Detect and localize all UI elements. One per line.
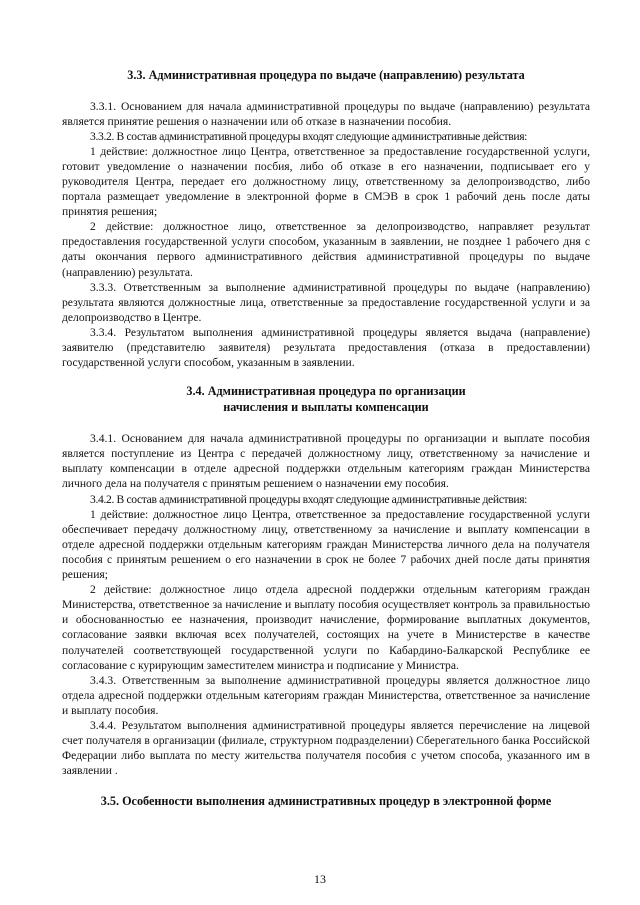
document-page: [62, 68, 590, 810]
section-3-3-action-1-paragraph: 1 действие: должностное лицо Центра, ответственное за предоставление государственной услуги, готовит уведомление о назначении посбия, либо об отказе в его назначении, подписывает его у руководителя Центра, передает его должностному лицу, ответственному за делопроизводство, либо портала размещает уведомление в электронной форме в СМЭВ в срок 1 рабочий день после даты принятия решения;: [62, 144, 590, 219]
section-3-3-action-2-paragraph: 2 действие: должностное лицо, ответственное за делопроизводство, направляет результат предоставления государственной услуги способом, указанным в заявлении, не позднее 1 рабочего дня с даты окончания первого административного действия административной процедуры по выдаче (направлению) результата.: [62, 220, 590, 279]
section-3-3-3-paragraph: 3.3.3. Ответственным за выполнение административной процедуры по выдаче (направлению) результата являются должностные лица, ответственные за предоставление государственной услуги и за делопроизводство в Центре.: [62, 280, 590, 324]
section-3-4-4-paragraph: 3.4.4. Результатом выполнения административной процедуры является перечисление на лицевой счет получателя в организации (филиале, структурном подразделении) Сберегательного банка Российской Федерации либо выплата по месту жительства получателя пособия с учетом способа, указанного им в заявлении .: [62, 718, 590, 778]
section-3-3-2-paragraph: 3.3.2. В состав административной процедуры входят следующие административные действия:: [90, 129, 528, 143]
section-3-4-heading: [62, 384, 590, 415]
section-3-3-4-paragraph: 3.3.4. Результатом выполнения административной процедуры является выдача (направление) заявителю (представителю заявителя) результата предоставления (отказа в предоставлении) государственной услуги способом, указанным в заявлении.: [62, 325, 590, 370]
section-3-3-heading: 3.3. Административная процедура по выдаче (направлению) результата: [127, 68, 525, 82]
section-3-4-3-paragraph: 3.4.3. Ответственным за выполнение административной процедуры является должностное лицо отдела адресной поддержки отдельным категориям граждан Министерства, ответственное за начисление и выплату пособия.: [62, 673, 590, 717]
section-3-4-2-paragraph: 3.4.2. В состав административной процедуры входят следующие административные действия:: [90, 492, 528, 506]
section-3-4-heading-line2: начисления и выплаты компенсации: [223, 399, 429, 414]
section-3-4-action-1-paragraph: 1 действие: должностное лицо Центра, ответственное за предоставление государственной услуги обеспечивает передачу должностному лицу, ответственному за начисление и выплату компенсации в отделе адресной поддержки отдельным категориям граждан Министерства личного дела на получателя пособия с принятым решением о его назначении в срок не более 7 рабочих дней после даты принятия решения;: [62, 507, 590, 582]
page-number: 13: [314, 872, 326, 886]
section-3-5-heading: 3.5. Особенности выполнения административных процедур в электронной форме: [100, 794, 552, 809]
section-3-4-action-2-paragraph: 2 действие: должностное лицо отдела адресной поддержки отдельным категориям граждан Министерства, ответственное за начисление и выплату пособия осуществляет контроль за правильностью и обоснованностью ее назначения, производит начисление, формирование выплатных документов, согласование заявки включая всех получателей, состоящих на учете в Министерстве в качестве получателей соответствующей государственной услуги по Кабардино-Балкарской Республике ее согласование с курирующим заместителем министра и подписание у Министра.: [62, 583, 590, 672]
section-3-4-heading-line1: 3.4. Административная процедура по организации: [186, 384, 466, 399]
section-3-4-1-paragraph: 3.4.1. Основанием для начала административной процедуры по организации и выплате пособия является поступление из Центра с передачей должностному лицу, ответственному за начисление и выплату компенсации в отделе адресной поддержки отдельным категориям граждан Министерства личного дела на получателя с принятым решением о назначении ему пособия.: [62, 432, 590, 491]
section-3-3-1-paragraph: 3.3.1. Основанием для начала административной процедуры по выдаче (направлению) результата является принятие решения о назначении или об отказе в назначении пособия.: [62, 99, 590, 128]
